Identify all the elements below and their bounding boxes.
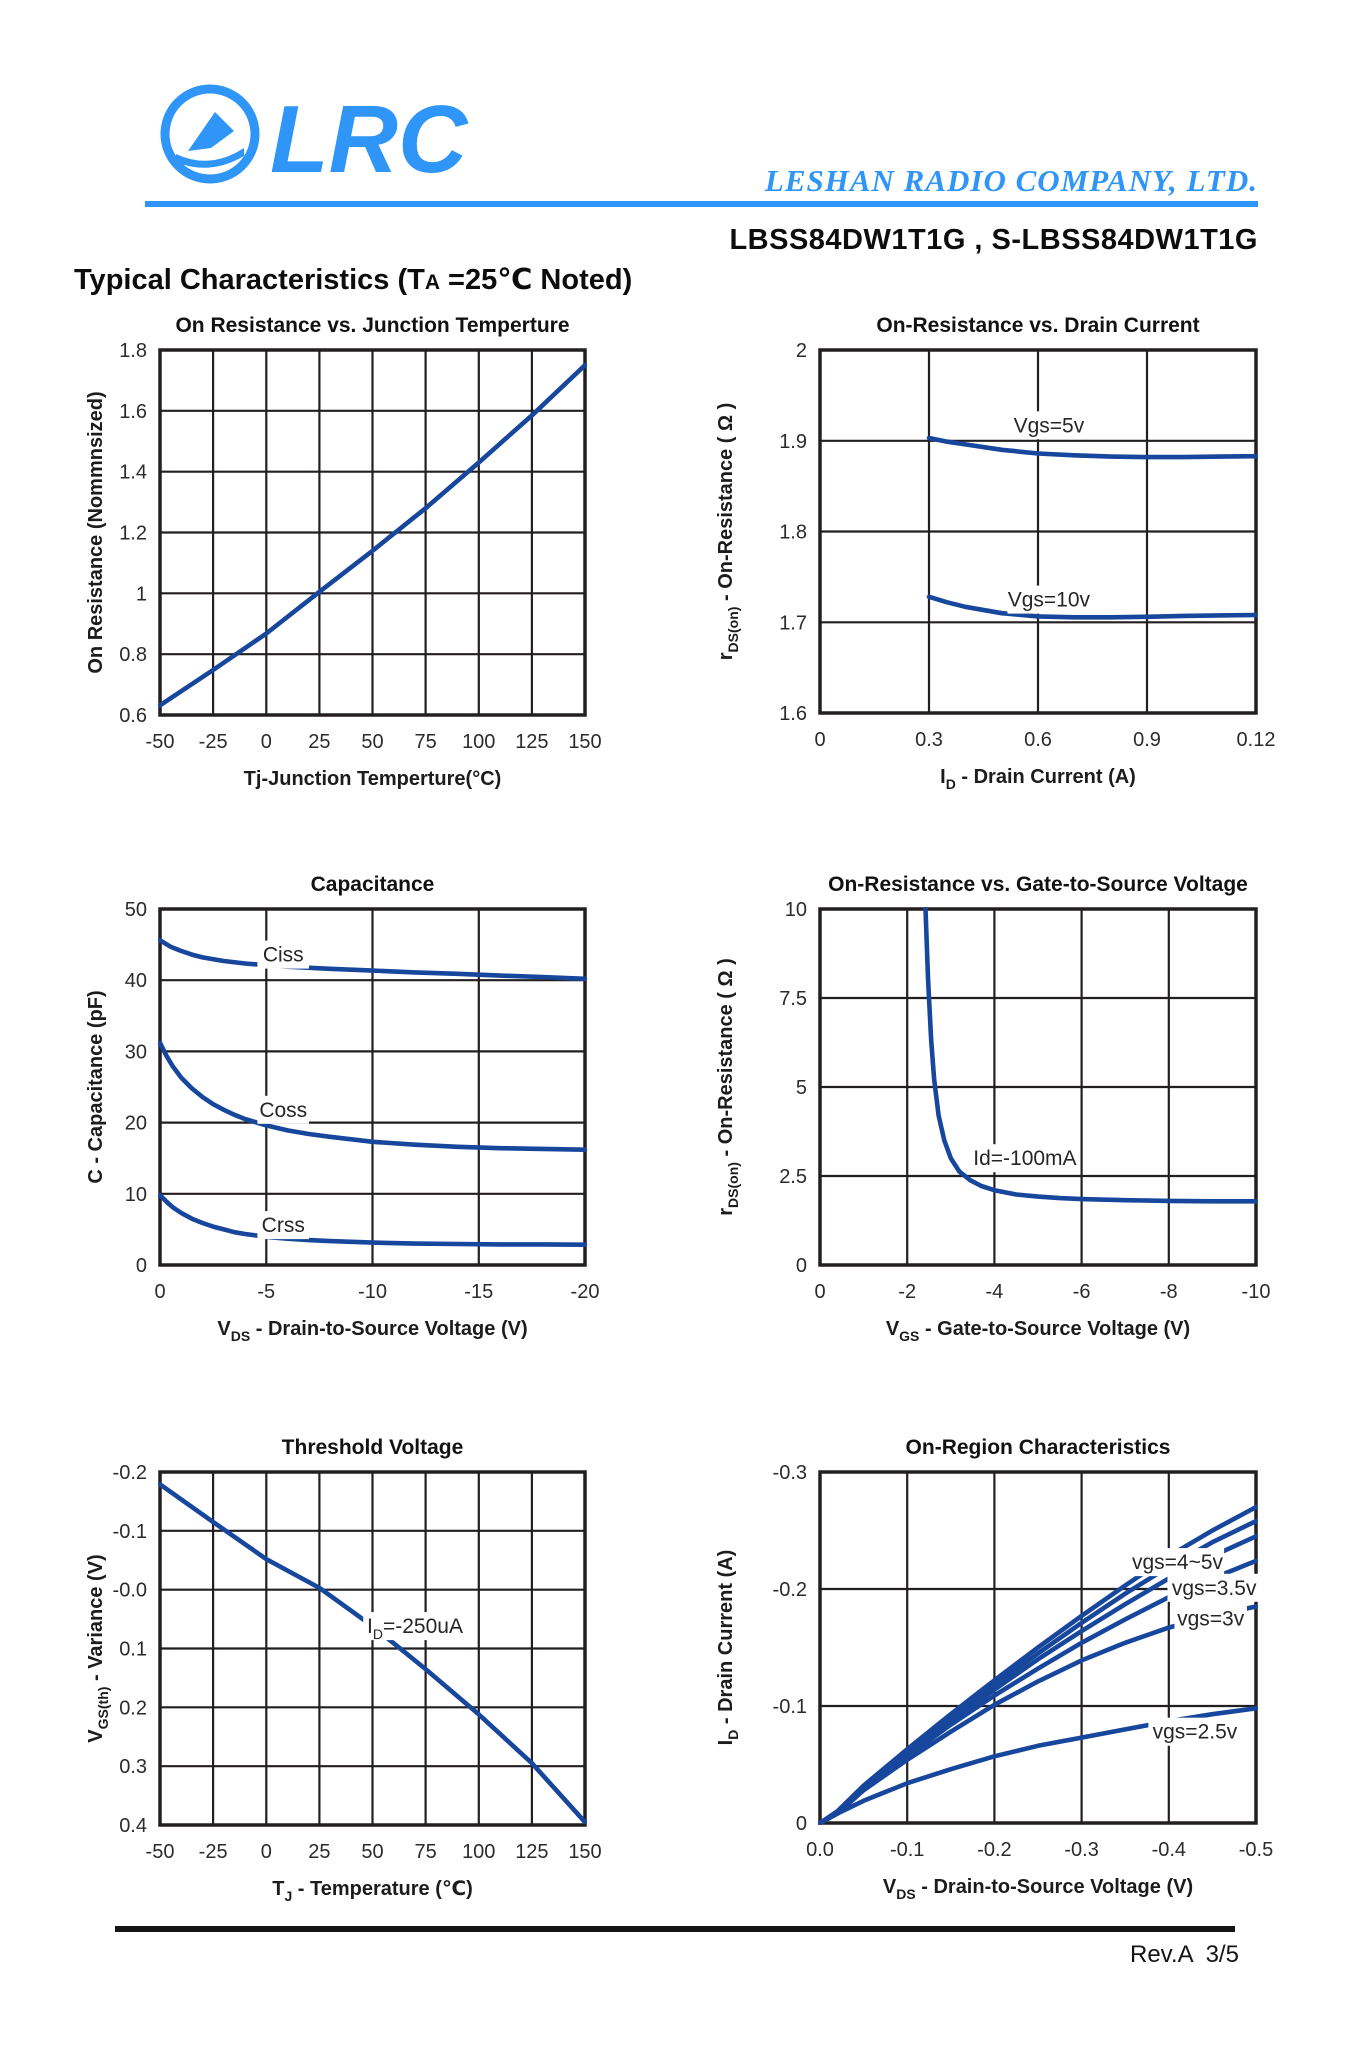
svg-text:0.1: 0.1 xyxy=(119,1638,147,1661)
on-resistance-vs-junction-temperature-svg xyxy=(70,298,630,812)
svg-text:-2: -2 xyxy=(898,1281,917,1303)
on-resistance-vs-drain-current-svg xyxy=(690,298,1350,812)
header-divider xyxy=(145,201,1258,207)
svg-text:1.2: 1.2 xyxy=(119,522,147,545)
svg-text:0.6: 0.6 xyxy=(1024,729,1052,751)
svg-text:-10: -10 xyxy=(358,1281,387,1303)
svg-text:50: 50 xyxy=(361,1841,384,1863)
svg-text:Coss: Coss xyxy=(259,1098,308,1122)
svg-text:Crss: Crss xyxy=(261,1214,305,1238)
chart-on-resistance-vs-junction-temperature xyxy=(70,298,630,817)
svg-text:On Resistance vs. Junction Tem: On Resistance vs. Junction Temperture xyxy=(175,314,570,337)
chart-on-resistance-vs-gate-to-source-voltage xyxy=(690,852,1350,1377)
svg-text:1.9: 1.9 xyxy=(779,430,807,453)
svg-text:0: 0 xyxy=(260,731,272,753)
svg-text:1.8: 1.8 xyxy=(779,521,807,544)
svg-text:0.0: 0.0 xyxy=(806,1839,834,1861)
svg-text:ID - Drain Current (A): $I_D$ - Drain Current (A) xyxy=(715,1549,741,1746)
svg-text:150: 150 xyxy=(568,1841,602,1863)
chart-capacitance xyxy=(70,852,630,1377)
svg-text:-15: -15 xyxy=(464,1281,494,1303)
svg-text:Vgs=10v: Vgs=10v xyxy=(1007,588,1091,612)
svg-text:1.4: 1.4 xyxy=(119,461,147,484)
svg-text:1.8: 1.8 xyxy=(119,340,147,362)
svg-text:125: 125 xyxy=(515,1841,549,1863)
svg-text:-0.2: -0.2 xyxy=(112,1462,147,1484)
svg-text:-25: -25 xyxy=(198,1841,228,1863)
company-name: LESHAN RADIO COMPANY, LTD. xyxy=(764,163,1258,198)
svg-text:150: 150 xyxy=(568,731,602,753)
svg-text:2.5: 2.5 xyxy=(779,1166,807,1188)
svg-text:0.4: 0.4 xyxy=(119,1815,147,1837)
svg-text:1.6: 1.6 xyxy=(779,703,807,725)
page-title-sub: A xyxy=(424,271,440,294)
svg-text:10: 10 xyxy=(784,899,807,921)
lrc-logo xyxy=(148,78,588,190)
svg-text:rDS(on) - On-Resistance ( Ω ): $r_{DS(on)}$ - On-Resistance ( Ω ) xyxy=(715,402,741,661)
svg-text:-5: -5 xyxy=(257,1281,276,1303)
svg-text:1.6: 1.6 xyxy=(119,400,147,423)
capacitance-svg xyxy=(70,852,630,1372)
svg-text:-50: -50 xyxy=(145,1841,175,1863)
svg-text:0: 0 xyxy=(814,1281,826,1303)
svg-text:7.5: 7.5 xyxy=(779,988,807,1010)
svg-text:0: 0 xyxy=(260,1841,272,1863)
svg-text:On Resistance (Nommnsized): On Resistance (Nommnsized) xyxy=(85,391,107,674)
svg-text:100: 100 xyxy=(462,1841,496,1863)
part-number-title: LBSS84DW1T1G , S-LBSS84DW1T1G xyxy=(729,224,1258,256)
svg-text:On-Resistance vs. Drain Curren: On-Resistance vs. Drain Current xyxy=(876,314,1200,337)
logo-text: LRC xyxy=(270,86,468,190)
svg-text:VDS - Drain-to-Source Voltage: $V_{DS}$ - Drain-to-Source Voltage (V) xyxy=(217,1318,528,1344)
svg-text:-10: -10 xyxy=(1241,1281,1271,1303)
svg-text:50: 50 xyxy=(124,899,147,921)
svg-text:0.8: 0.8 xyxy=(119,644,147,667)
svg-text:0.9: 0.9 xyxy=(1133,729,1161,751)
page-title-post: =25℃ Noted) xyxy=(440,264,633,296)
svg-text:2: 2 xyxy=(795,340,807,362)
on-resistance-vs-gate-to-source-voltage-svg xyxy=(690,852,1350,1372)
svg-text:-8: -8 xyxy=(1159,1281,1178,1303)
svg-text:-6: -6 xyxy=(1072,1281,1091,1303)
svg-text:1.7: 1.7 xyxy=(779,612,807,635)
revision-label: Rev.A 3/5 xyxy=(1130,1941,1239,1968)
svg-text:VDS - Drain-to-Source Voltage: $V_{DS}$ - Drain-to-Source Voltage (V) xyxy=(882,1876,1194,1902)
svg-text:50: 50 xyxy=(361,731,384,753)
svg-text:Id=-100mA: Id=-100mA xyxy=(973,1147,1077,1171)
svg-text:0: 0 xyxy=(135,1255,147,1277)
svg-text:On-Resistance vs. Gate-to-Sour: On-Resistance vs. Gate-to-Source Voltage xyxy=(828,873,1248,896)
svg-text:-0.4: -0.4 xyxy=(1151,1839,1187,1861)
footer-divider xyxy=(115,1926,1235,1932)
svg-text:100: 100 xyxy=(462,731,496,753)
svg-text:125: 125 xyxy=(515,731,549,753)
logo-glyph xyxy=(188,112,234,151)
chart-threshold-voltage xyxy=(70,1420,630,1933)
svg-text:vgs=3v: vgs=3v xyxy=(1177,1607,1245,1631)
chart-on-region-characteristics xyxy=(690,1420,1350,1933)
svg-text:-0.5: -0.5 xyxy=(1238,1839,1274,1861)
svg-text:25: 25 xyxy=(308,731,331,753)
svg-text:0: 0 xyxy=(795,1255,807,1277)
svg-text:0.2: 0.2 xyxy=(119,1697,147,1720)
svg-text:-25: -25 xyxy=(198,731,228,753)
svg-text:TJ - Temperature (℃): $T_J$ - Temperature (℃) xyxy=(272,1878,473,1904)
page-title-pre: Typical Characteristics (T xyxy=(74,264,425,296)
page-title xyxy=(74,262,632,297)
svg-text:0: 0 xyxy=(795,1813,807,1835)
svg-text:Capacitance: Capacitance xyxy=(310,873,435,896)
svg-text:rDS(on) - On-Resistance ( Ω ): $r_{DS(on)}$ - On-Resistance ( Ω ) xyxy=(715,958,741,1216)
svg-text:-0.3: -0.3 xyxy=(772,1462,807,1484)
svg-text:C - Capacitance (pF): C - Capacitance (pF) xyxy=(85,990,107,1184)
svg-text:10: 10 xyxy=(124,1183,147,1206)
svg-text:On-Region Characteristics: On-Region Characteristics xyxy=(905,1436,1171,1459)
svg-text:0.3: 0.3 xyxy=(915,729,943,751)
svg-text:Ciss: Ciss xyxy=(262,943,304,967)
svg-text:-4: -4 xyxy=(985,1281,1004,1303)
logo-glyph-base xyxy=(176,148,244,168)
svg-text:Threshold Voltage: Threshold Voltage xyxy=(281,1436,464,1459)
svg-text:ID=-250uA: $I_D=-250uA$ xyxy=(367,1615,463,1643)
svg-text:25: 25 xyxy=(308,1841,331,1863)
svg-text:vgs=4~5v: vgs=4~5v xyxy=(1131,1551,1224,1575)
svg-text:75: 75 xyxy=(414,731,437,753)
threshold-voltage-svg xyxy=(70,1420,630,1928)
svg-text:5: 5 xyxy=(795,1077,807,1099)
svg-text:30: 30 xyxy=(124,1041,147,1064)
svg-text:75: 75 xyxy=(414,1841,437,1863)
svg-text:0: 0 xyxy=(814,729,826,751)
svg-text:Vgs=5v: Vgs=5v xyxy=(1013,414,1085,438)
svg-text:-0.2: -0.2 xyxy=(772,1579,807,1601)
chart-on-resistance-vs-drain-current xyxy=(690,298,1350,817)
svg-text:vgs=2.5v: vgs=2.5v xyxy=(1152,1720,1238,1744)
svg-text:-0.1: -0.1 xyxy=(112,1520,147,1543)
svg-text:0.3: 0.3 xyxy=(119,1756,147,1779)
svg-text:1: 1 xyxy=(135,583,147,606)
svg-text:vgs=3.5v: vgs=3.5v xyxy=(1171,1576,1257,1600)
svg-text:20: 20 xyxy=(124,1112,147,1135)
svg-text:0.6: 0.6 xyxy=(119,705,147,727)
on-region-characteristics-svg xyxy=(690,1420,1350,1928)
svg-text:-0.1: -0.1 xyxy=(772,1696,807,1718)
svg-text:Tj-Junction Temperture(°C): Tj-Junction Temperture(°C) xyxy=(243,768,502,790)
svg-text:0: 0 xyxy=(154,1281,166,1303)
svg-text:-0.0: -0.0 xyxy=(112,1579,147,1602)
svg-text:-0.3: -0.3 xyxy=(1064,1839,1099,1861)
svg-text:-0.1: -0.1 xyxy=(889,1839,925,1861)
svg-text:ID - Drain Current (A): $I_D$ - Drain Current (A) xyxy=(940,766,1136,792)
svg-text:40: 40 xyxy=(124,970,147,993)
svg-text:0.12: 0.12 xyxy=(1236,729,1276,751)
svg-text:-0.2: -0.2 xyxy=(977,1839,1012,1861)
svg-text:VGS - Gate-to-Source Voltage (: $V_{GS}$ - Gate-to-Source Voltage (V) xyxy=(885,1318,1191,1344)
svg-text:-50: -50 xyxy=(145,731,175,753)
svg-text:VGS(th) - Variance (V): $V_{GS(th)}$ - Variance (V) xyxy=(85,1554,111,1743)
svg-text:-20: -20 xyxy=(570,1281,600,1303)
